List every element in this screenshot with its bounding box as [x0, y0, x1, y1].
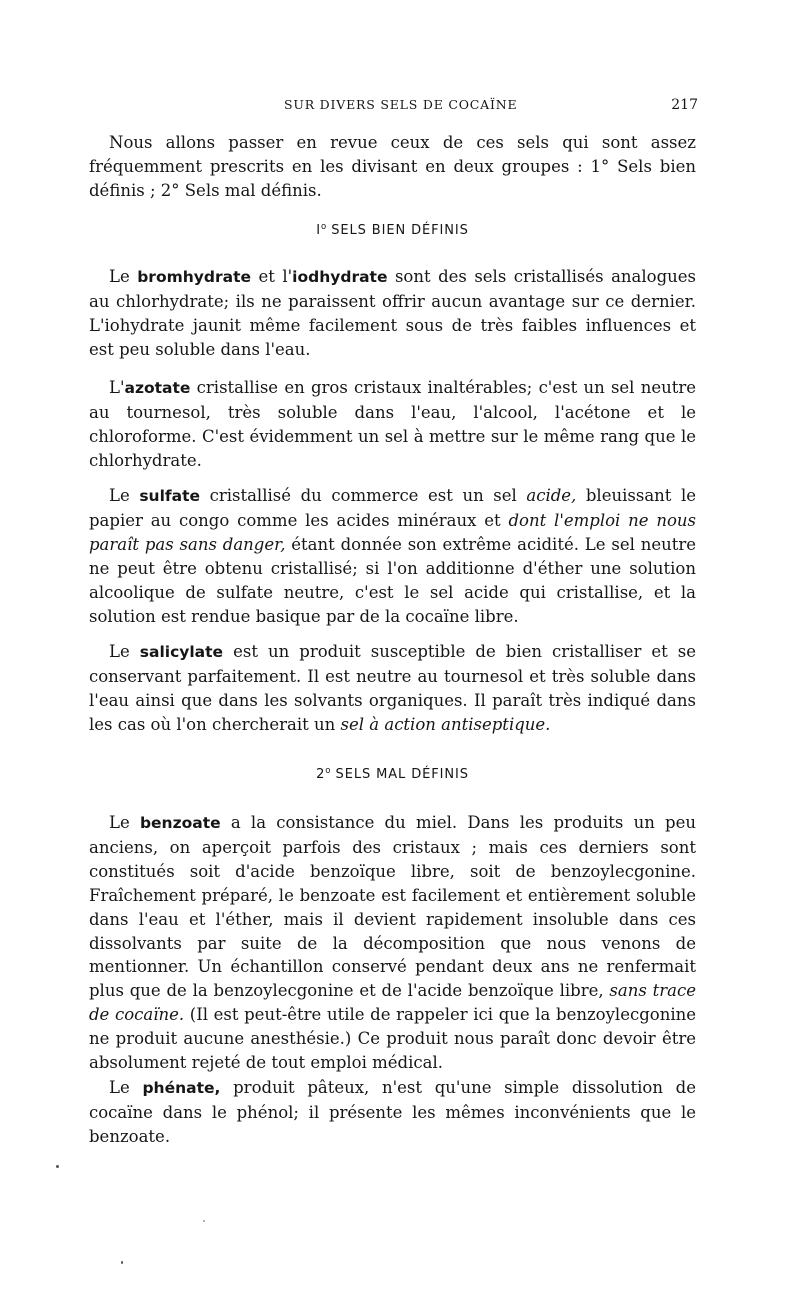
azotate-paragraph: [89, 376, 696, 473]
keyword-bromhydrate: bromhydrate: [137, 268, 252, 286]
keyword-sulfate: sulfate: [139, 487, 201, 505]
paragraph-text: est un produit susceptible de bien cristalliser et se conservant parfaitement. Il est neutre au tournesol et très soluble dans l'eau ainsi que dans les solvants organiques. Il paraît très indiqué dans les cas où l'on chercherait un: [89, 642, 696, 734]
keyword-benzoate: benzoate: [139, 814, 221, 832]
intro-text: Nous allons passer en revue ceux de ces sels qui sont assez fréquemment prescrits en les divisant en deux groupes : 1° Sels bien définis ; 2° Sels mal définis.: [89, 133, 696, 200]
paragraph-text: étant donnée son extrême acidité. Le sel neutre ne peut être obtenu cristallisé; si l'on additionne d'éther une solution alcoolique de sulfate neutre, c'est le sel acide qui cristallise, et la solution est rendue basique par de la cocaïne libre.: [89, 534, 696, 626]
keyword-iodhydrate: iodhydrate: [292, 268, 388, 286]
section-numeral: 2: [316, 767, 326, 782]
page-number: 217: [671, 97, 698, 113]
keyword-salicylate: salicylate: [139, 643, 224, 661]
phenate-paragraph: [89, 1076, 696, 1149]
paragraph-text: produit pâteux, n'est qu'une simple dissolution de cocaïne dans le phénol; il présente les mêmes inconvénients que le benzoate.: [89, 1078, 697, 1146]
section-title: SELS BIEN DÉFINIS: [331, 223, 469, 238]
sulfate-paragraph: [89, 484, 696, 628]
section-title: SELS MAL DÉFINIS: [335, 767, 469, 782]
scan-speck: [121, 1261, 123, 1264]
intro-paragraph: [89, 131, 696, 203]
running-header: [88, 97, 698, 117]
word: Le: [109, 642, 130, 661]
section-numeral: I: [316, 223, 321, 238]
word: L': [109, 378, 125, 397]
word: Le: [109, 813, 130, 832]
italic-text: dont l'emploi ne nous paraît pas sans danger,: [89, 510, 696, 554]
paragraph-text: cristallisé du commerce est un sel: [209, 486, 517, 505]
paragraph-text: (Il est peut-être utile de rappeler ici que la benzoylecgonine ne produit aucune anesthésie.) Ce produit nous paraît donc devoir être absolument rejeté de tout emploi médical.: [89, 1005, 696, 1073]
section-superscript: o: [325, 766, 331, 776]
keyword-phenate: phénate,: [142, 1079, 221, 1097]
section-heading-bien-definis: [89, 222, 696, 238]
section-superscript: o: [320, 222, 327, 232]
word: Le: [109, 267, 130, 286]
paragraph-text: cristallise en gros cristaux inaltérables; c'est un sel neutre au tournesol, très soluble dans l'eau, l'alcool, l'acétone et le chloroforme. C'est évidemment un sel à mettre sur le même rang que le chlorhydrate.: [89, 378, 696, 470]
scan-speck: [203, 1220, 205, 1222]
salicylate-paragraph: [89, 640, 696, 737]
italic-text: sel à action antiseptique.: [340, 714, 551, 734]
running-title: SUR DIVERS SELS DE COCAÏNE: [284, 97, 518, 112]
paragraph-text: sont des sels cristallisés analogues au chlorhydrate; ils ne paraissent offrir aucun avantage sur ce dernier. L'iohydrate jaunit même facilement sous de très faibles influences et est peu soluble dans l'eau.: [89, 267, 697, 359]
italic-text: acide,: [526, 486, 577, 505]
italic-text: sans trace de cocaïne.: [89, 981, 696, 1025]
word: Le: [109, 486, 130, 505]
keyword-azotate: azotate: [124, 379, 191, 397]
paragraph-text: a la consistance du miel. Dans les produits un peu anciens, on aperçoit parfois des cristaux ; mais ces derniers sont constitués soit d'acide benzoïque libre, soit de benzoylecgonine. Fraîchement préparé, le benzoate est facilement et entièrement soluble dans l'eau et l'éther, mais il devient rapidement insoluble dans ces dissolvants par suite de la décomposition que nous venons de mentionner. Un échantillon conservé pendant deux ans ne renfermait plus que de la benzoylecgonine et de l'acide benzoïque libre,: [89, 813, 697, 1001]
paragraph-text: bleuissant le papier au congo comme les acides minéraux et: [89, 486, 697, 530]
word: et l': [258, 267, 293, 286]
scan-speck: [56, 1165, 59, 1168]
section-heading-mal-definis: [89, 766, 696, 782]
word: Le: [109, 1078, 130, 1097]
benzoate-paragraph: [89, 811, 696, 1075]
bromhydrate-paragraph: [89, 265, 696, 362]
